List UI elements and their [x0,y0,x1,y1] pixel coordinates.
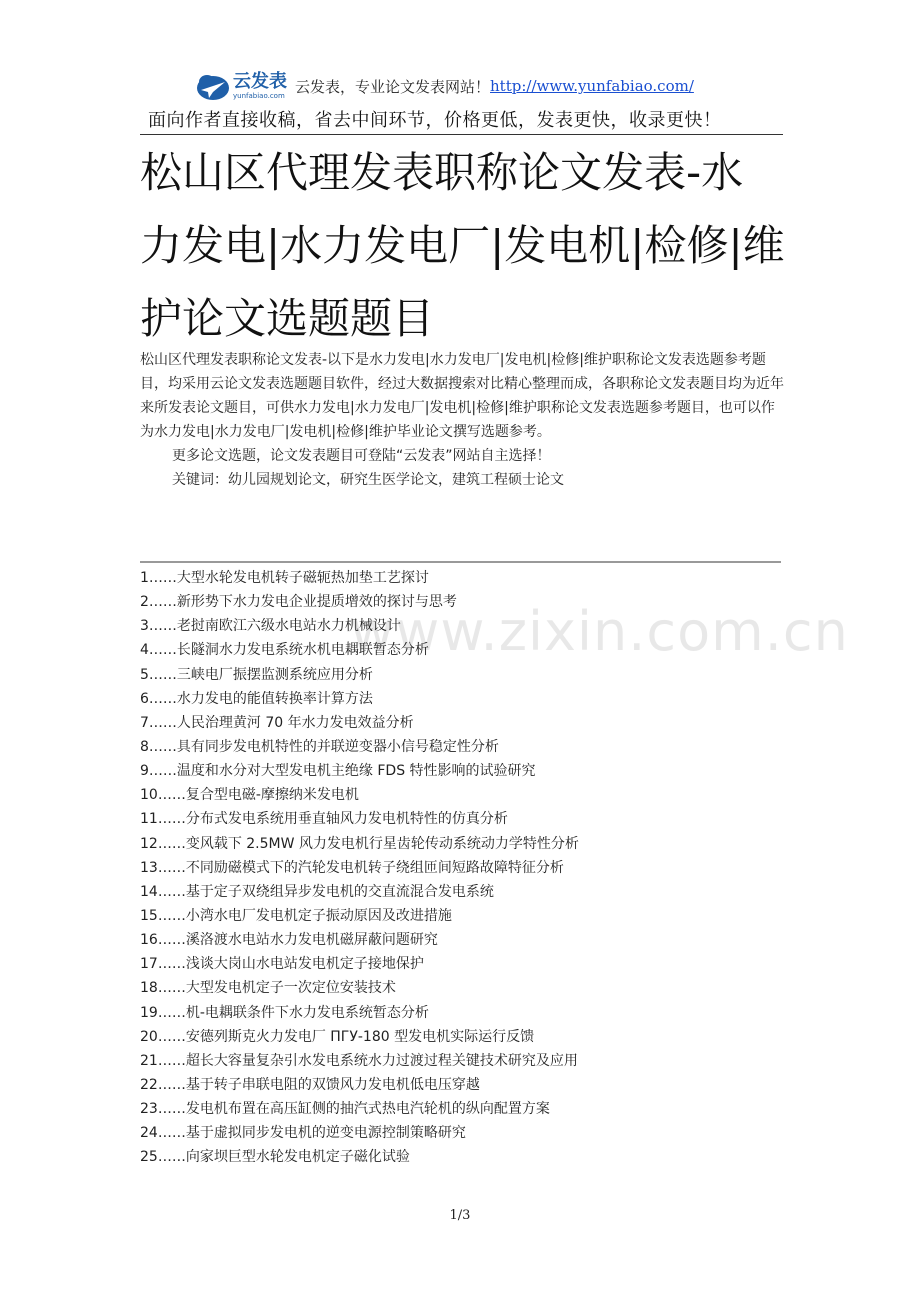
topic-item: 5……三峡电厂振摆监测系统应用分析 [140,666,373,683]
page-title: 松山区代理发表职称论文发表-水力发电|水力发电厂|发电机|检修|维护论文选题题目 [140,148,785,343]
topic-item: 18……大型发电机定子一次定位安装技术 [140,980,396,997]
topic-item: 13……不同励磁模式下的汽轮发电机转子绕组匝间短路故障特征分析 [140,859,564,876]
site-subtagline: 面向作者直接收稿，省去中间环节，价格更低，发表更快，收录更快！ [148,110,722,131]
topic-item: 6……水力发电的能值转换率计算方法 [140,690,373,707]
site-logo[interactable] [195,70,287,102]
topic-item: 8……具有同步发电机特性的并联逆变器小信号稳定性分析 [140,738,499,755]
topic-item: 21……超长大容量复杂引水发电系统水力过渡过程关键技术研究及应用 [140,1052,578,1069]
site-header [195,68,694,104]
logo-wordmark: 云发表 [233,70,287,92]
topic-item: 20……安德列斯克火力发电厂 ПГУ-180 型发电机实际运行反馈 [140,1028,535,1045]
topic-item: 23……发电机布置在高压缸侧的抽汽式热电汽轮机的纵向配置方案 [140,1101,550,1118]
topic-item: 1……大型水轮发电机转子磁轭热加垫工艺探讨 [140,570,429,586]
cloud-plane-icon [195,70,231,102]
site-tagline: 云发表，专业论文发表网站！ [295,77,491,96]
topic-item: 3……老挝南欧江六级水电站水力机械设计 [140,618,401,635]
site-url-link[interactable]: http://www.yunfabiao.com/ [490,77,694,95]
topic-item: 10……复合型电磁-摩擦纳米发电机 [140,787,359,804]
more-topics-note: 更多论文选题，论文发表题目可登陆“云发表”网站自主选择！ [172,448,551,464]
topic-item: 14……基于定子双绕组异步发电机的交直流混合发电系统 [140,883,494,900]
topic-item: 25……向家坝巨型水轮发电机定子磁化试验 [140,1149,410,1166]
header-divider [140,134,783,135]
topic-item: 9……温度和水分对大型发电机主绝缘 FDS 特性影响的试验研究 [140,763,536,780]
topic-list [140,566,785,1170]
list-divider [140,561,781,563]
topic-item: 17……浅谈大岗山水电站发电机定子接地保护 [140,956,424,973]
watermark: www.zixin.com.cn [350,600,849,663]
intro-section [140,348,785,492]
topic-item: 22……基于转子串联电阻的双馈风力发电机低电压穿越 [140,1076,480,1093]
topic-item: 7……人民治理黄河 70 年水力发电效益分析 [140,714,414,731]
topic-item: 16……溪洛渡水电站水力发电机磁屏蔽问题研究 [140,932,438,949]
topic-item: 2……新形势下水力发电企业提质增效的探讨与思考 [140,594,457,611]
page-number: 1/3 [449,1208,471,1223]
topic-item: 24……基于虚拟同步发电机的逆变电源控制策略研究 [140,1125,466,1142]
topic-item: 4……长隧洞水力发电系统水机电耦联暂态分析 [140,642,429,659]
intro-paragraph: 松山区代理发表职称论文发表-以下是水力发电|水力发电厂|发电机|检修|维护职称论文发表选题参考题目，均采用云论文发表选题题目软件，经过大数据搜索对比精心整理而成，各职称论文发表题目均为近年来所发表论文题目，可供水力发电|水力发电厂|发电机|检修|维护职称论文发表选题参考题目，也可以作为水力发电|水力发电厂|发电机|检修|维护毕业论文撰写选题参考。 [140,352,784,440]
topic-item: 11……分布式发电系统用垂直轴风力发电机特性的仿真分析 [140,811,508,828]
topic-item: 19……机-电耦联条件下水力发电系统暂态分析 [140,1004,429,1021]
topic-item: 15……小湾水电厂发电机定子振动原因及改进措施 [140,907,452,924]
topic-item: 12……变风载下 2.5MW 风力发电机行星齿轮传动系统动力学特性分析 [140,835,579,852]
logo-domain: yunfabiao.com [233,91,285,100]
keywords-line: 关键词：幼儿园规划论文，研究生医学论文，建筑工程硕士论文 [172,472,564,488]
